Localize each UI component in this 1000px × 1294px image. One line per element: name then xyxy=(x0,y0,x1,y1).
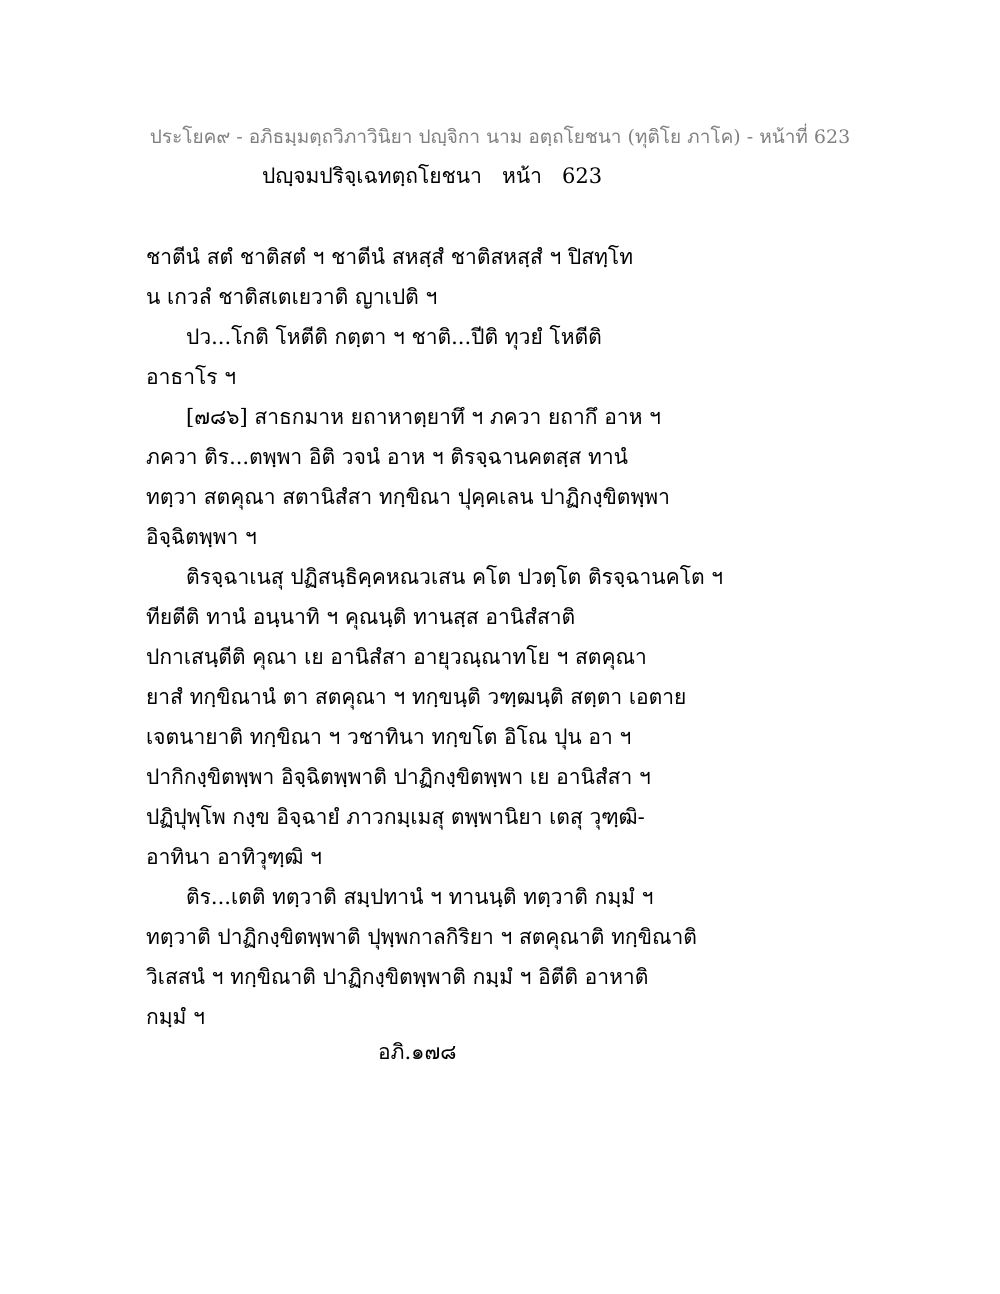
text-line: ติรจฺฉาเนสุ ปฏิสนฺธิคฺคหณวเสน คโต ปวตฺโต ติรจฺฉานคโต ฯ xyxy=(186,565,724,589)
section-title: ปญฺจมปริจฺเฉทตฺถโยชนา หน้า 623 xyxy=(262,164,603,188)
text-line: อาธาโร ฯ xyxy=(146,365,237,389)
text-line: ปฏิปุพฺโพ กงฺข อิจฺฉายํ ภาวกมฺเมสุ ตพฺพานิยา เตสุ วุฑฺฒิ- xyxy=(146,805,645,829)
text-line: กมฺมํ ฯ xyxy=(146,1005,205,1029)
text-line: วิเสสนํ ฯ ทกฺขิณาติ ปาฏิกงฺขิตพฺพาติ กมฺมํ ฯ อิตีติ อาหาติ xyxy=(146,965,649,989)
text-line: อิจฺฉิตพฺพา ฯ xyxy=(146,525,257,549)
text-line: น เกวลํ ชาติสเตเยวาติ ญาเปติ ฯ xyxy=(146,285,438,309)
text-line: ปว...โกติ โหตีติ กตฺตา ฯ ชาติ...ปีติ ทุวยํ โหตีติ xyxy=(186,325,602,349)
text-line: ปากิกงฺขิตพฺพา อิจฺฉิตพฺพาติ ปาฏิกงฺขิตพฺพา เย อานิสํสา ฯ xyxy=(146,765,651,789)
text-line: ทตฺวา สตคุณา สตานิสํสา ทกฺขิณา ปุคฺคเลน ปาฏิกงฺขิตพฺพา xyxy=(146,485,670,509)
text-line: ชาตีนํ สตํ ชาติสตํ ฯ ชาตีนํ สหสฺสํ ชาติสหสฺสํ ฯ ปิสทฺโท xyxy=(146,245,634,269)
text-line: ภควา ติร...ตพฺพา อิติ วจนํ อาห ฯ ติรจฺฉานคตสฺส ทานํ xyxy=(146,445,628,469)
page-marker: อภิ.๑๗๘ xyxy=(378,1040,457,1064)
text-line: ปกาเสนฺตีติ คุณา เย อานิสํสา อายุวณฺณาทโย ฯ สตคุณา xyxy=(146,645,647,669)
running-header: ประโยค๙ - อภิธมฺมตฺถวิภาวินิยา ปญฺจิกา นาม อตฺถโยชนา (ทุติโย ภาโค) - หน้าที่ 623 xyxy=(149,126,851,148)
text-line: ทตฺวาติ ปาฏิกงฺขิตพฺพาติ ปุพฺพกาลกิริยา ฯ สตคุณาติ ทกฺขิณาติ xyxy=(146,925,697,949)
text-line: ยาสํ ทกฺขิณานํ ตา สตคุณา ฯ ทกฺขนฺติ วฑฺฒนฺติ สตฺตา เอตาย xyxy=(146,685,687,709)
text-line: ทียตีติ ทานํ อนฺนาทิ ฯ คุณนฺติ ทานสฺส อานิสํสาติ xyxy=(146,605,576,629)
text-line: อาทินา อาทิวุฑฺฒิ ฯ xyxy=(146,845,322,869)
text-line: ติร...เตติ ทตฺวาติ สมฺปทานํ ฯ ทานนฺติ ทตฺวาติ กมฺมํ ฯ xyxy=(186,885,654,909)
text-line: เจตนายาติ ทกฺขิณา ฯ วชาทินา ทกฺขโต อิโณ ปุน อา ฯ xyxy=(146,725,632,749)
text-line: [๗๘๖] สาธกมาห ยถาหาตฺยาทึ ฯ ภควา ยถากึ อาห ฯ xyxy=(186,405,661,429)
body-text xyxy=(146,237,866,1037)
